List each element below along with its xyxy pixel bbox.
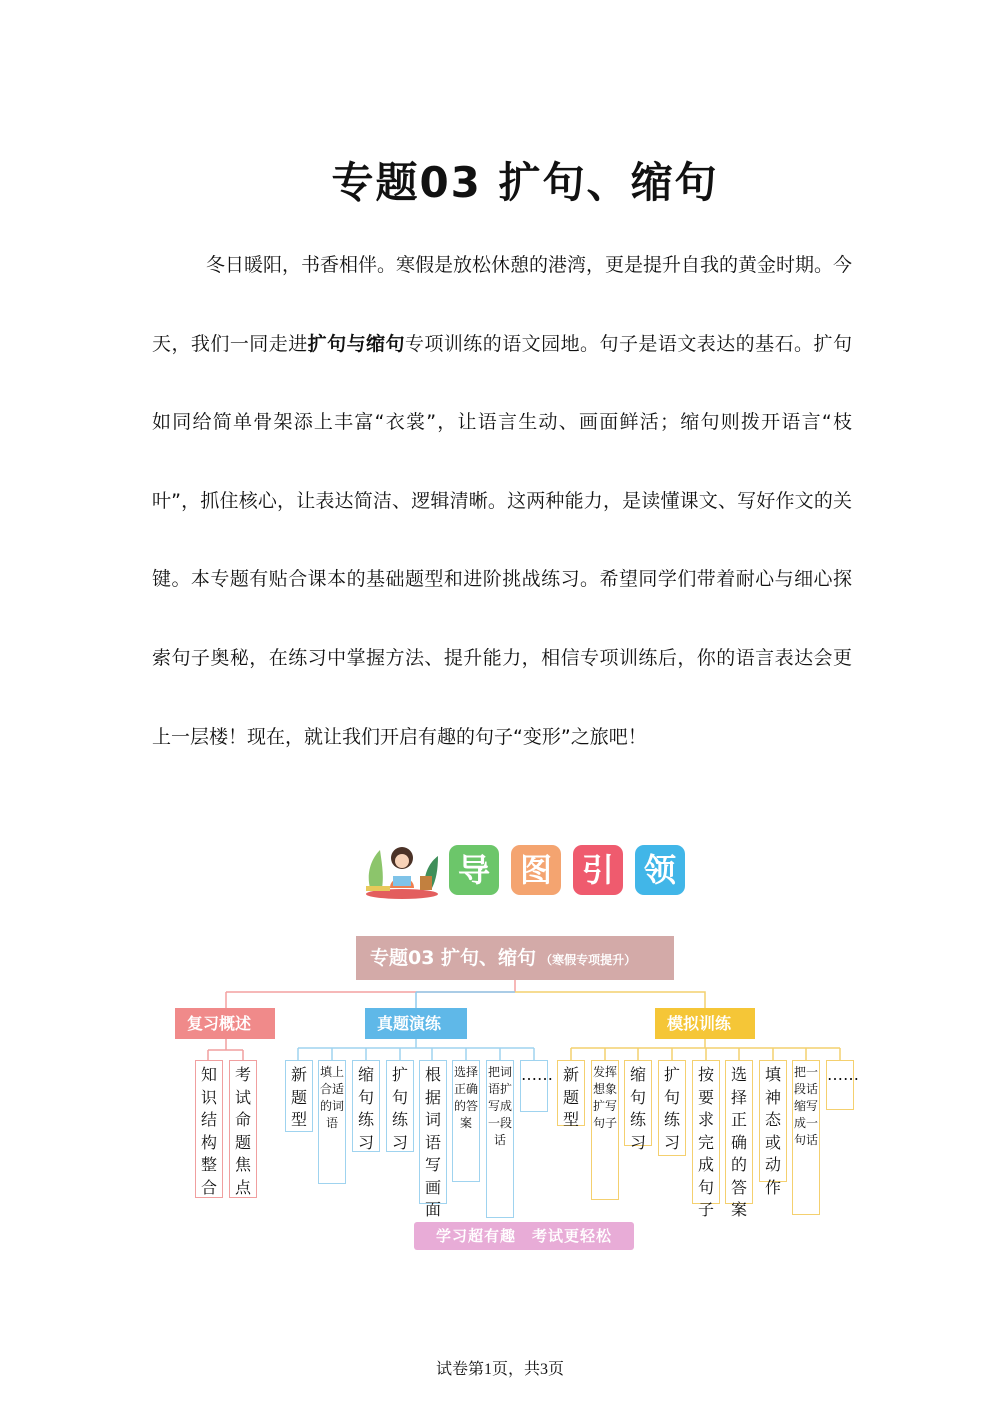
mindmap-root-title: 专题03 扩句、缩句: [370, 947, 537, 969]
category-exam-practice: 真题演练: [365, 1008, 467, 1039]
leaf-knowledge-structure: 知识结构整合: [195, 1060, 223, 1198]
intro-bold-text: 扩句与缩句: [307, 332, 405, 355]
category-review: 复习概述: [175, 1008, 275, 1039]
leaf-complete-sentence: 按要求完成句子: [692, 1060, 720, 1204]
leaf-exam-shorten: 缩句练习: [352, 1060, 380, 1152]
leaf-exam-new-type: 新题型: [285, 1060, 313, 1132]
leaf-expression-action: 填神态或动作: [759, 1060, 787, 1182]
leaf-paragraph-to-sentence: 把一段话缩写成一句话: [792, 1060, 820, 1215]
leaf-mock-choose-answer: 选择正确的答案: [725, 1060, 753, 1204]
banner-tile-3: 引: [573, 845, 623, 895]
banner-tile-1: 导: [449, 845, 499, 895]
leaf-mock-shorten: 缩句练习: [624, 1060, 652, 1146]
mindmap-root: [356, 936, 674, 980]
leaf-mock-more: ……: [826, 1060, 854, 1110]
leaf-exam-focus: 考试命题焦点: [229, 1060, 257, 1198]
leaf-words-to-paragraph: 把词语扩写成一段话: [486, 1060, 514, 1218]
mindmap-root-subtitle: （寒假专项提升）: [540, 953, 637, 967]
mindmap-slogan: 学习超有趣 考试更轻松: [414, 1222, 634, 1250]
leaf-mock-new-type: 新题型: [557, 1060, 585, 1126]
page-title: 专题03 扩句、缩句: [331, 158, 719, 207]
leaf-exam-more: ……: [520, 1060, 548, 1112]
intro-text-2: 专项训练的语文园地。句子是语文表达的基石。扩句如同给简单骨架添上丰富“衣裳”，让语言生动、画面鲜活；缩句则拨开语言“枝叶”，抓住核心，让表达简洁、逻辑清晰。这两种能力，是读懂课文、写好作文的关键。本专题有贴合课本的基础题型和进阶挑战练习。希望同学们带着耐心与细心探索句子奥秘，在练习中掌握方法、提升能力，相信专项训练后，你的语言表达会更上一层楼！现在，就让我们开启有趣的句子“变形”之旅吧！: [152, 332, 852, 748]
page-footer: 试卷第1页，共3页: [435, 1361, 564, 1378]
leaf-fill-words: 填上合适的词语: [318, 1060, 346, 1184]
category-mock-training: 模拟训练: [655, 1008, 755, 1039]
leaf-imagine-expand: 发挥想象扩写句子: [591, 1060, 619, 1200]
intro-text-1: 冬日暖阳，书香相伴。寒假是放松休憩的港湾，更是提升自我的黄金时期。今天，我们一同走进: [152, 254, 853, 355]
leaf-mock-expand: 扩句练习: [658, 1060, 686, 1156]
leaf-exam-expand: 扩句练习: [386, 1060, 414, 1152]
banner-tile-4: 领: [635, 845, 685, 895]
banner-tile-2: 图: [511, 845, 561, 895]
leaf-words-to-scene: 根据词语写画面: [419, 1060, 447, 1204]
leaf-exam-choose-answer: 选择正确的答案: [452, 1060, 480, 1182]
